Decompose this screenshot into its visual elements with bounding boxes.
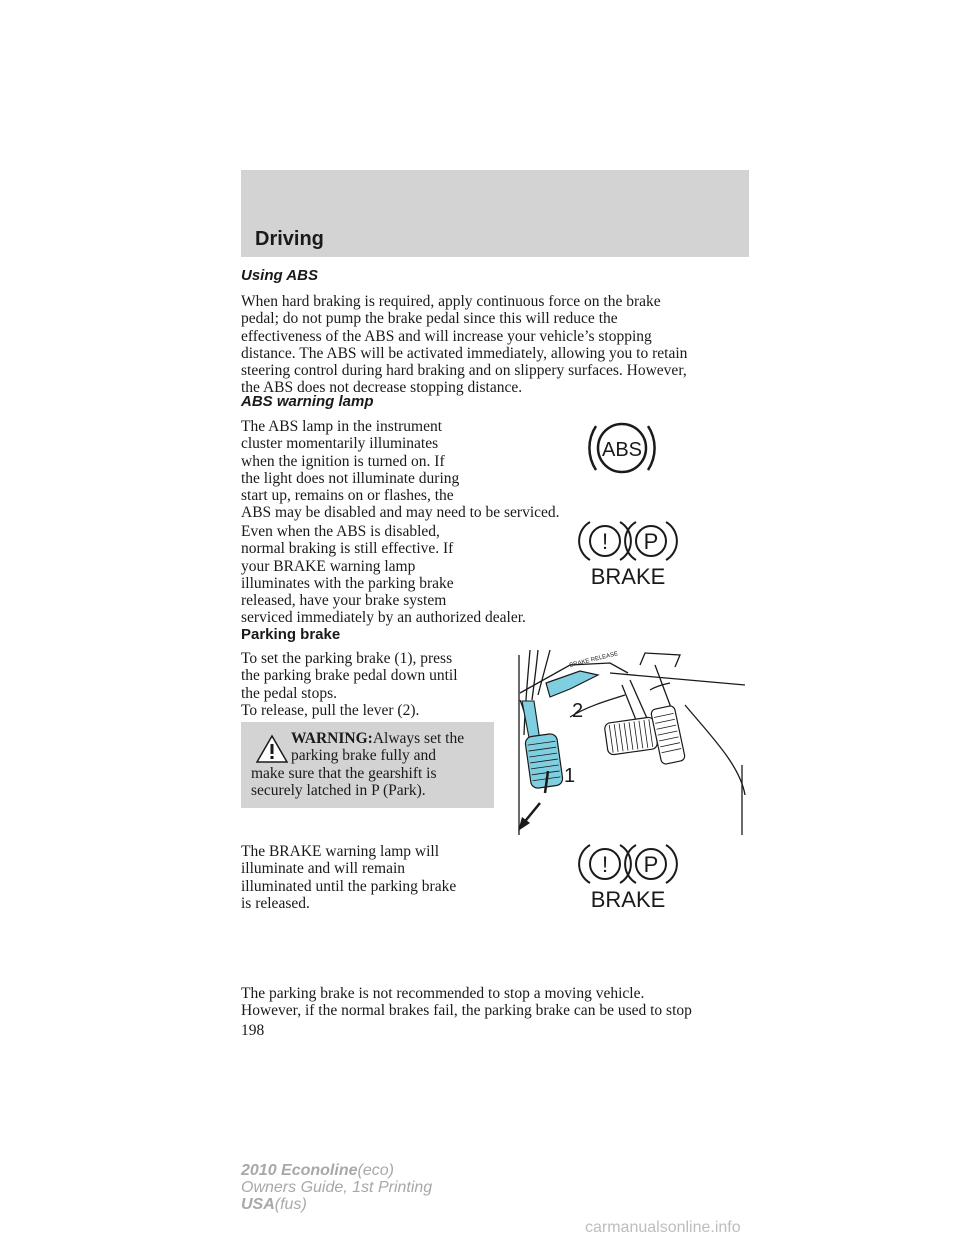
text-line: When hard braking is required, apply continuous force on the brake bbox=[241, 293, 661, 310]
brake-pedal-icon bbox=[604, 717, 658, 756]
using-abs-paragraph bbox=[241, 293, 751, 397]
warning-lead-line bbox=[251, 730, 496, 747]
warning-text bbox=[241, 730, 496, 799]
p-text: P bbox=[643, 529, 659, 554]
page-number: 198 bbox=[241, 1022, 265, 1039]
heading-abs-warning-lamp: ABS warning lamp bbox=[241, 393, 374, 410]
text-line: start up, remains on or flashes, the bbox=[241, 487, 454, 505]
text-line: released, have your brake system bbox=[241, 592, 447, 610]
bracket-icon bbox=[579, 845, 590, 883]
parking-brake-pedal-illustration bbox=[510, 645, 755, 840]
callout-2: 2 bbox=[572, 700, 584, 722]
text-line: when the ignition is turned on. If bbox=[241, 452, 445, 470]
bracket-icon bbox=[666, 522, 677, 560]
text-line: steering control during hard braking and on slippery surfaces. However, bbox=[241, 362, 687, 380]
warning-box bbox=[241, 722, 494, 808]
abs-warning-symbol bbox=[582, 412, 662, 482]
release-lever-icon bbox=[546, 671, 598, 697]
text-line: However, if the normal brakes fail, the parking brake can be used to stop bbox=[241, 1002, 692, 1020]
exclaim-text: ! bbox=[601, 852, 609, 877]
text-line: The BRAKE warning lamp will bbox=[241, 843, 440, 860]
footer-line-1 bbox=[241, 1162, 432, 1179]
accelerator-pedal-icon bbox=[650, 705, 685, 765]
right-arc-icon bbox=[648, 426, 655, 470]
text-line: the ABS does not decrease stopping distance. bbox=[241, 379, 523, 397]
p-text: P bbox=[643, 852, 659, 877]
footer-model: 2010 Econoline bbox=[241, 1162, 358, 1179]
text-line: is released. bbox=[241, 894, 310, 912]
text-line: The parking brake is not recommended to stop a moving vehicle. bbox=[241, 985, 645, 1002]
text-line: the parking brake pedal down until bbox=[241, 667, 458, 685]
text-line: The ABS lamp in the instrument bbox=[241, 418, 443, 435]
text-line: cluster momentarily illuminates bbox=[241, 435, 439, 453]
warning-line1: Always set the bbox=[372, 730, 465, 747]
text-line: illuminated until the parking brake bbox=[241, 877, 457, 895]
footer-line-3 bbox=[241, 1196, 432, 1213]
text-line: effectiveness of the ABS and will increase your vehicle’s stopping bbox=[241, 327, 652, 345]
left-arc-icon bbox=[589, 426, 596, 470]
section-header bbox=[241, 170, 749, 257]
text-line: normal braking is still effective. If bbox=[241, 540, 454, 558]
text-line: your BRAKE warning lamp bbox=[241, 557, 416, 575]
brake-lamp-paragraph bbox=[241, 843, 511, 912]
exclaim-text: ! bbox=[601, 529, 609, 554]
abs-lamp-paragraph bbox=[241, 418, 761, 522]
text-line: the pedal stops. bbox=[241, 684, 337, 702]
heading-using-abs: Using ABS bbox=[241, 267, 318, 284]
footer-market-code: (fus) bbox=[274, 1196, 307, 1213]
text-line: Even when the ABS is disabled, bbox=[241, 523, 440, 540]
bracket-icon bbox=[579, 522, 590, 560]
text-line: distance. The ABS will be activated immediately, allowing you to retain bbox=[241, 344, 688, 362]
text-line: illuminate and will remain bbox=[241, 860, 405, 878]
warning-line2: parking brake fully and bbox=[291, 747, 437, 765]
bracket-icon bbox=[666, 845, 677, 883]
brake-warning-symbol bbox=[578, 518, 678, 588]
parking-brake-release-line: To release, pull the lever (2). bbox=[241, 702, 420, 719]
footer-line-2: Owners Guide, 1st Printing bbox=[241, 1179, 433, 1196]
text-line: To set the parking brake (1), press bbox=[241, 650, 453, 667]
brake-word: BRAKE bbox=[590, 887, 666, 911]
release-label: BRAKE RELEASE bbox=[569, 651, 619, 669]
document-footer bbox=[241, 1162, 432, 1213]
abs-symbol-text: ABS bbox=[601, 439, 643, 461]
footer-model-code: (eco) bbox=[357, 1162, 394, 1179]
down-arrow-icon bbox=[518, 803, 540, 831]
watermark: carmanualsonline.info bbox=[585, 1219, 741, 1236]
closing-paragraph bbox=[241, 985, 761, 1020]
text-line: pedal; do not pump the brake pedal since this will reduce the bbox=[241, 310, 618, 328]
brake-warning-symbol-2 bbox=[578, 841, 678, 911]
text-line: ABS may be disabled and may need to be serviced. bbox=[241, 504, 560, 522]
heading-parking-brake: Parking brake bbox=[241, 626, 341, 643]
section-title: Driving bbox=[255, 228, 324, 250]
callout-1: 1 bbox=[564, 765, 576, 787]
footer-market: USA bbox=[241, 1196, 275, 1213]
abs-disabled-paragraph bbox=[241, 523, 761, 627]
warning-label: WARNING: bbox=[291, 730, 373, 747]
text-line: illuminates with the parking brake bbox=[241, 574, 454, 592]
warning-line3: make sure that the gearshift is bbox=[251, 764, 437, 782]
brake-word: BRAKE bbox=[590, 564, 666, 588]
parking-brake-set-paragraph bbox=[241, 650, 511, 702]
text-line: the light does not illuminate during bbox=[241, 469, 460, 487]
warning-line4: securely latched in P (Park). bbox=[251, 781, 426, 799]
text-line: serviced immediately by an authorized dealer. bbox=[241, 609, 526, 627]
